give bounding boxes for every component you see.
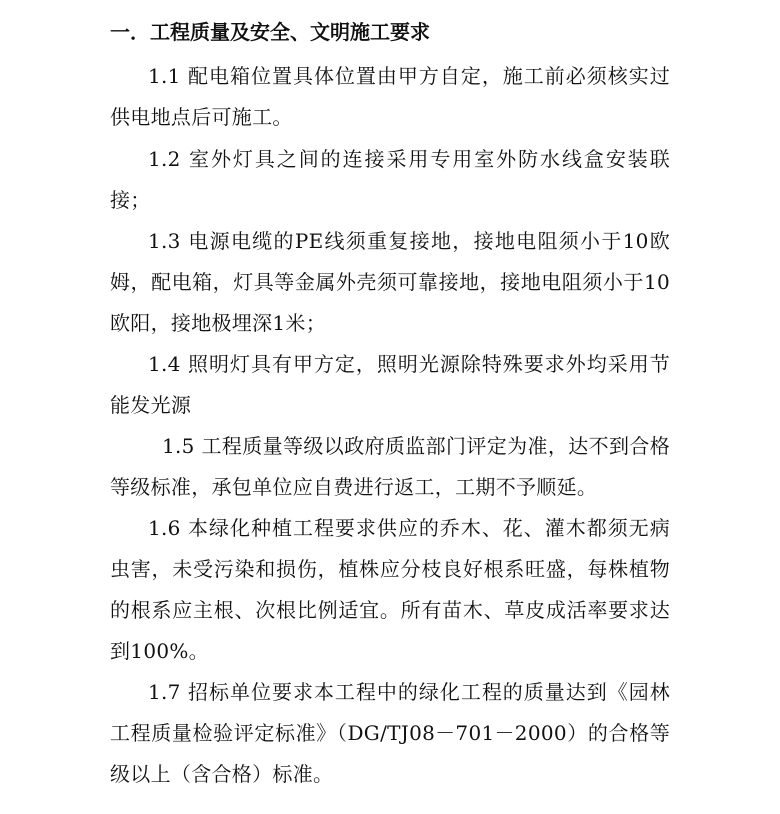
paragraph-1-6: 1.6 本绿化种植工程要求供应的乔木、花、灌木都须无病虫害，未受污染和损伤，植株应分枝良好根系旺盛，每株植物的根系应主根、次根比例适宜。所有苗木、草皮成活率要求达到100%。: [110, 516, 670, 663]
section-heading: 一．工程质量及安全、文明施工要求: [110, 20, 430, 44]
paragraph-1-2: 1.2 室外灯具之间的连接采用专用室外防水线盒安装联接；: [110, 147, 670, 212]
paragraph-1-3: 1.3 电源电缆的PE线须重复接地，接地电阻须小于10欧姆，配电箱，灯具等金属外壳须可靠接地，接地电阻须小于10欧阳，接地极埋深1米；: [110, 229, 670, 335]
paragraph-1-5: 1.5 工程质量等级以政府质监部门评定为准，达不到合格等级标准，承包单位应自费进行返工，工期不予顺延。: [110, 434, 670, 499]
paragraph-1-7: 1.7 招标单位要求本工程中的绿化工程的质量达到《园林工程质量检验评定标准》（DG/TJ08－701－2000）的合格等级以上（含合格）标准。: [110, 680, 670, 786]
paragraph-1-1: 1.1 配电箱位置具体位置由甲方自定，施工前必须核实过供电地点后可施工。: [110, 64, 670, 129]
paragraph-1-4: 1.4 照明灯具有甲方定，照明光源除特殊要求外均采用节能发光源: [110, 352, 670, 417]
